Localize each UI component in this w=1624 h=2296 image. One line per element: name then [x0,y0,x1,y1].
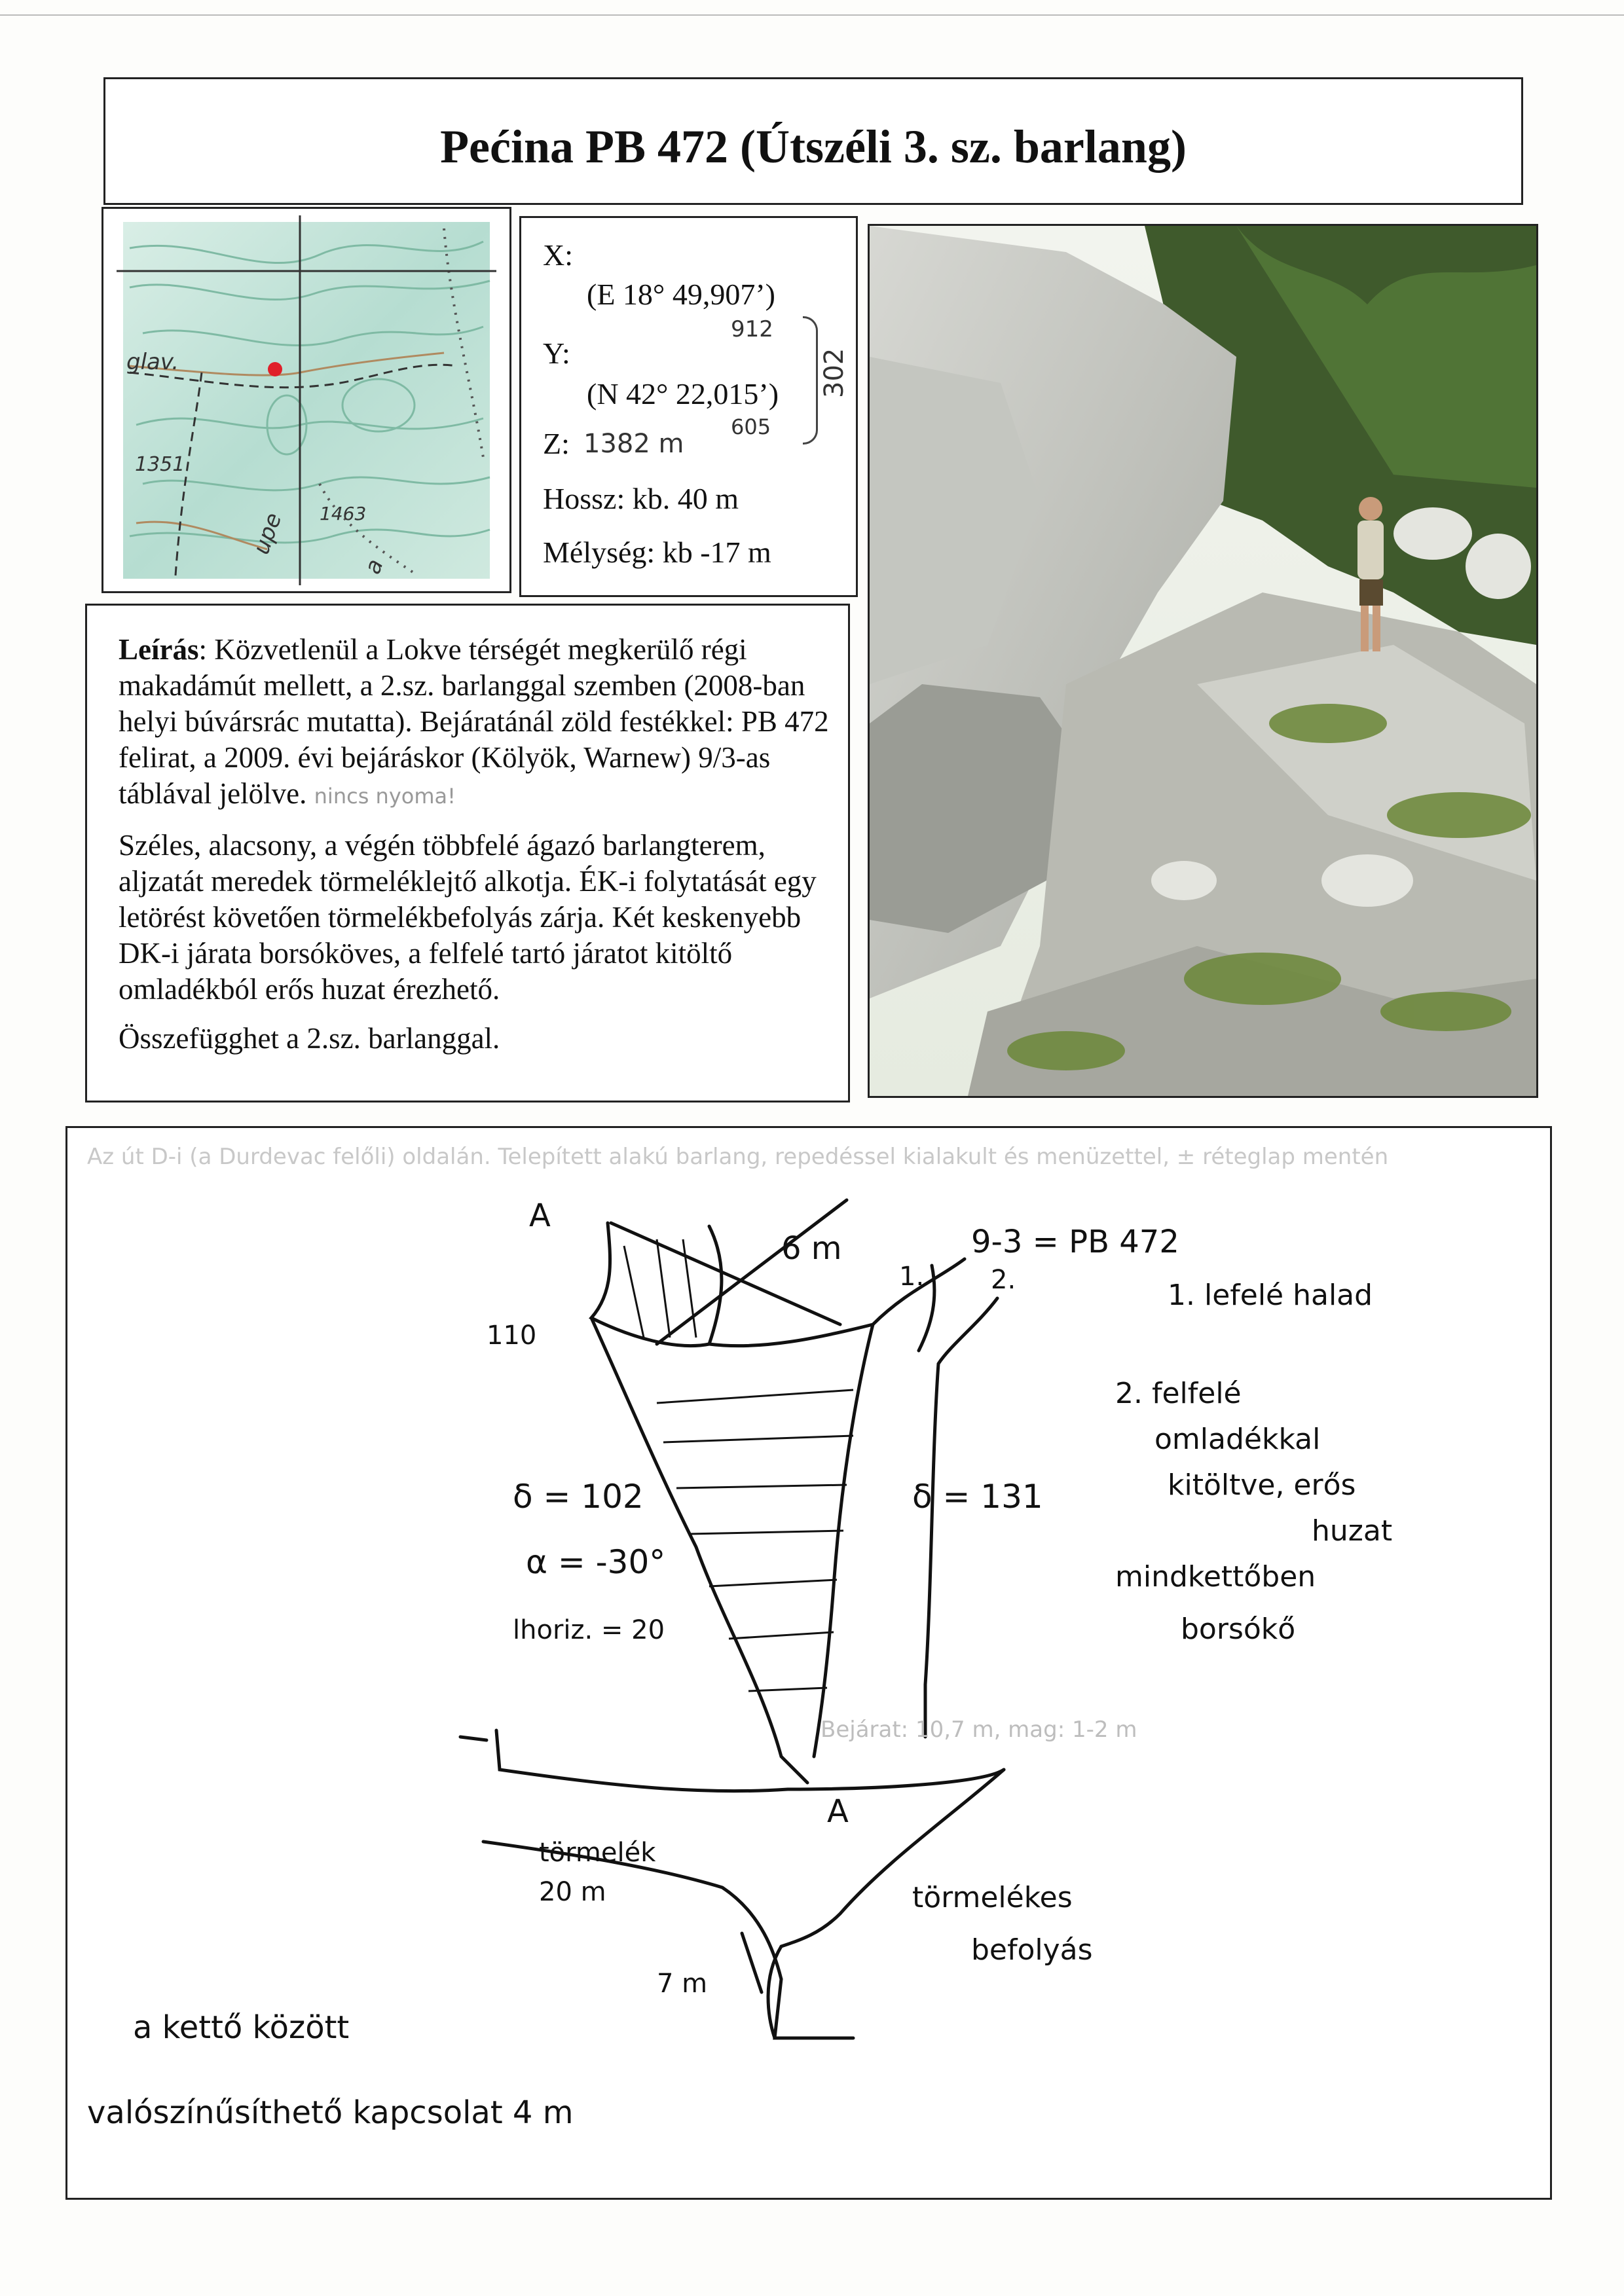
bearing-delta-102: δ = 102 [513,1478,644,1516]
note-passage-2-line-4: huzat [1312,1514,1393,1548]
map-drawing [103,209,509,591]
x-value: (E 18° 49,907’) [587,278,775,311]
height-7m: 7 m [657,1969,708,1999]
passage-label-2: 2. [991,1265,1016,1295]
note-passage-2-line-3: kitöltve, erős [1168,1468,1356,1502]
map-label-1463: 1463 [320,503,367,524]
cave-location-marker [268,362,282,376]
sketch-faint-header: Az út D-i (a Durdevac felőli) oldalán. Telepített alakú barlang, repedéssel kialakult és menüzettel, ± réteglap mentén [87,1144,1389,1170]
passage-label-1: 1. [899,1262,925,1292]
note-passage-2-line-2: omladékkal [1154,1423,1321,1456]
page-title: Pećina PB 472 (Útszéli 3. sz. barlang) [440,120,1187,173]
map-label-a: a [359,555,389,578]
inflow-note-line-2: befolyás [971,1933,1093,1967]
description-label: Leírás [119,633,199,666]
description-handwritten-note: nincs nyoma! [314,784,456,809]
section-label-a-bottom: A [827,1793,849,1830]
horizontal-length: lhoriz. = 20 [513,1615,665,1645]
y-handwritten-note: 605 [731,414,771,439]
photo-drawing [870,226,1536,1096]
x-handwritten-note: 912 [731,316,773,342]
description-text-1: : Közvetlenül a Lokve térségét megkerülő régi makadámút mellett, a 2.sz. barlanggal szemben (2008-ban helyi búvársrác mutatta). Bejáratánál zöld festékkel: PB 472 felirat, a 2009. évi bejáráskor (Kölyök, Warnew) 9/3-as táblával jelölve. [119,633,829,810]
bracket [803,316,818,445]
topographic-map [101,207,511,593]
inflow-note-line-1: törmelékes [912,1881,1073,1914]
z-value: 1382 m [583,429,684,459]
inclination-alpha: α = -30° [526,1543,666,1581]
section-label-a-top: A [529,1197,551,1234]
map-label-upe: upe [248,509,287,558]
connection-note-line-2: valószínűsíthető kapcsolat 4 m [87,2094,574,2131]
description-box [85,604,850,1102]
cave-entrance-photo [868,224,1538,1098]
note-passage-2-line-1: 2. felfelé [1115,1377,1242,1410]
map-label-glav: glav. [126,349,179,375]
note-passage-2-line-6: borsókő [1181,1613,1296,1646]
talus-length: 20 m [539,1877,606,1907]
title-box [103,77,1523,205]
map-label-1351: 1351 [135,453,185,476]
depth-text: Mélység: kb -17 m [543,536,771,569]
connection-note-line-1: a kettő között [133,2009,350,2046]
y-label: Y: [543,337,570,370]
talus-label: törmelék [539,1838,656,1868]
coordinates-box [519,216,858,597]
length-text: Hossz: kb. 40 m [543,482,739,515]
note-passage-2-line-5: mindkettőben [1115,1560,1316,1594]
scan-top-line [0,14,1624,16]
z-label: Z: [543,427,570,460]
cave-sketch [65,1126,1552,2200]
bearing-delta-131: δ = 131 [912,1478,1043,1516]
width-label-6m: 6 m [781,1230,842,1267]
entrance-size: Bejárat: 10,7 m, mag: 1-2 m [821,1717,1137,1743]
azimuth-label-110: 110 [487,1321,537,1351]
tag-code: 9-3 = PB 472 [971,1224,1179,1260]
note-passage-1: 1. lefelé halad [1168,1279,1373,1312]
description-paragraph-3: Összefügghet a 2.sz. barlanggal. [119,1022,500,1055]
sketch-drawing [67,1128,1550,2198]
x-label: X: [543,238,573,272]
y-value: (N 42° 22,015’) [587,377,779,410]
description-paragraph-2: Széles, alacsony, a végén többfelé ágazó barlangterem, aljzatát meredek törmeléklejtő alkotja. ÉK-i folytatását egy letörést követően törmelékbefolyás zárja. Két keskenyebb DK-i járata borsóköves, a felfelé tartó járatot kitöltő omladékból erős huzat érezhető. [119,829,817,1006]
description-paragraph-1 [119,632,832,814]
side-handwritten-note: 302 [819,348,849,398]
